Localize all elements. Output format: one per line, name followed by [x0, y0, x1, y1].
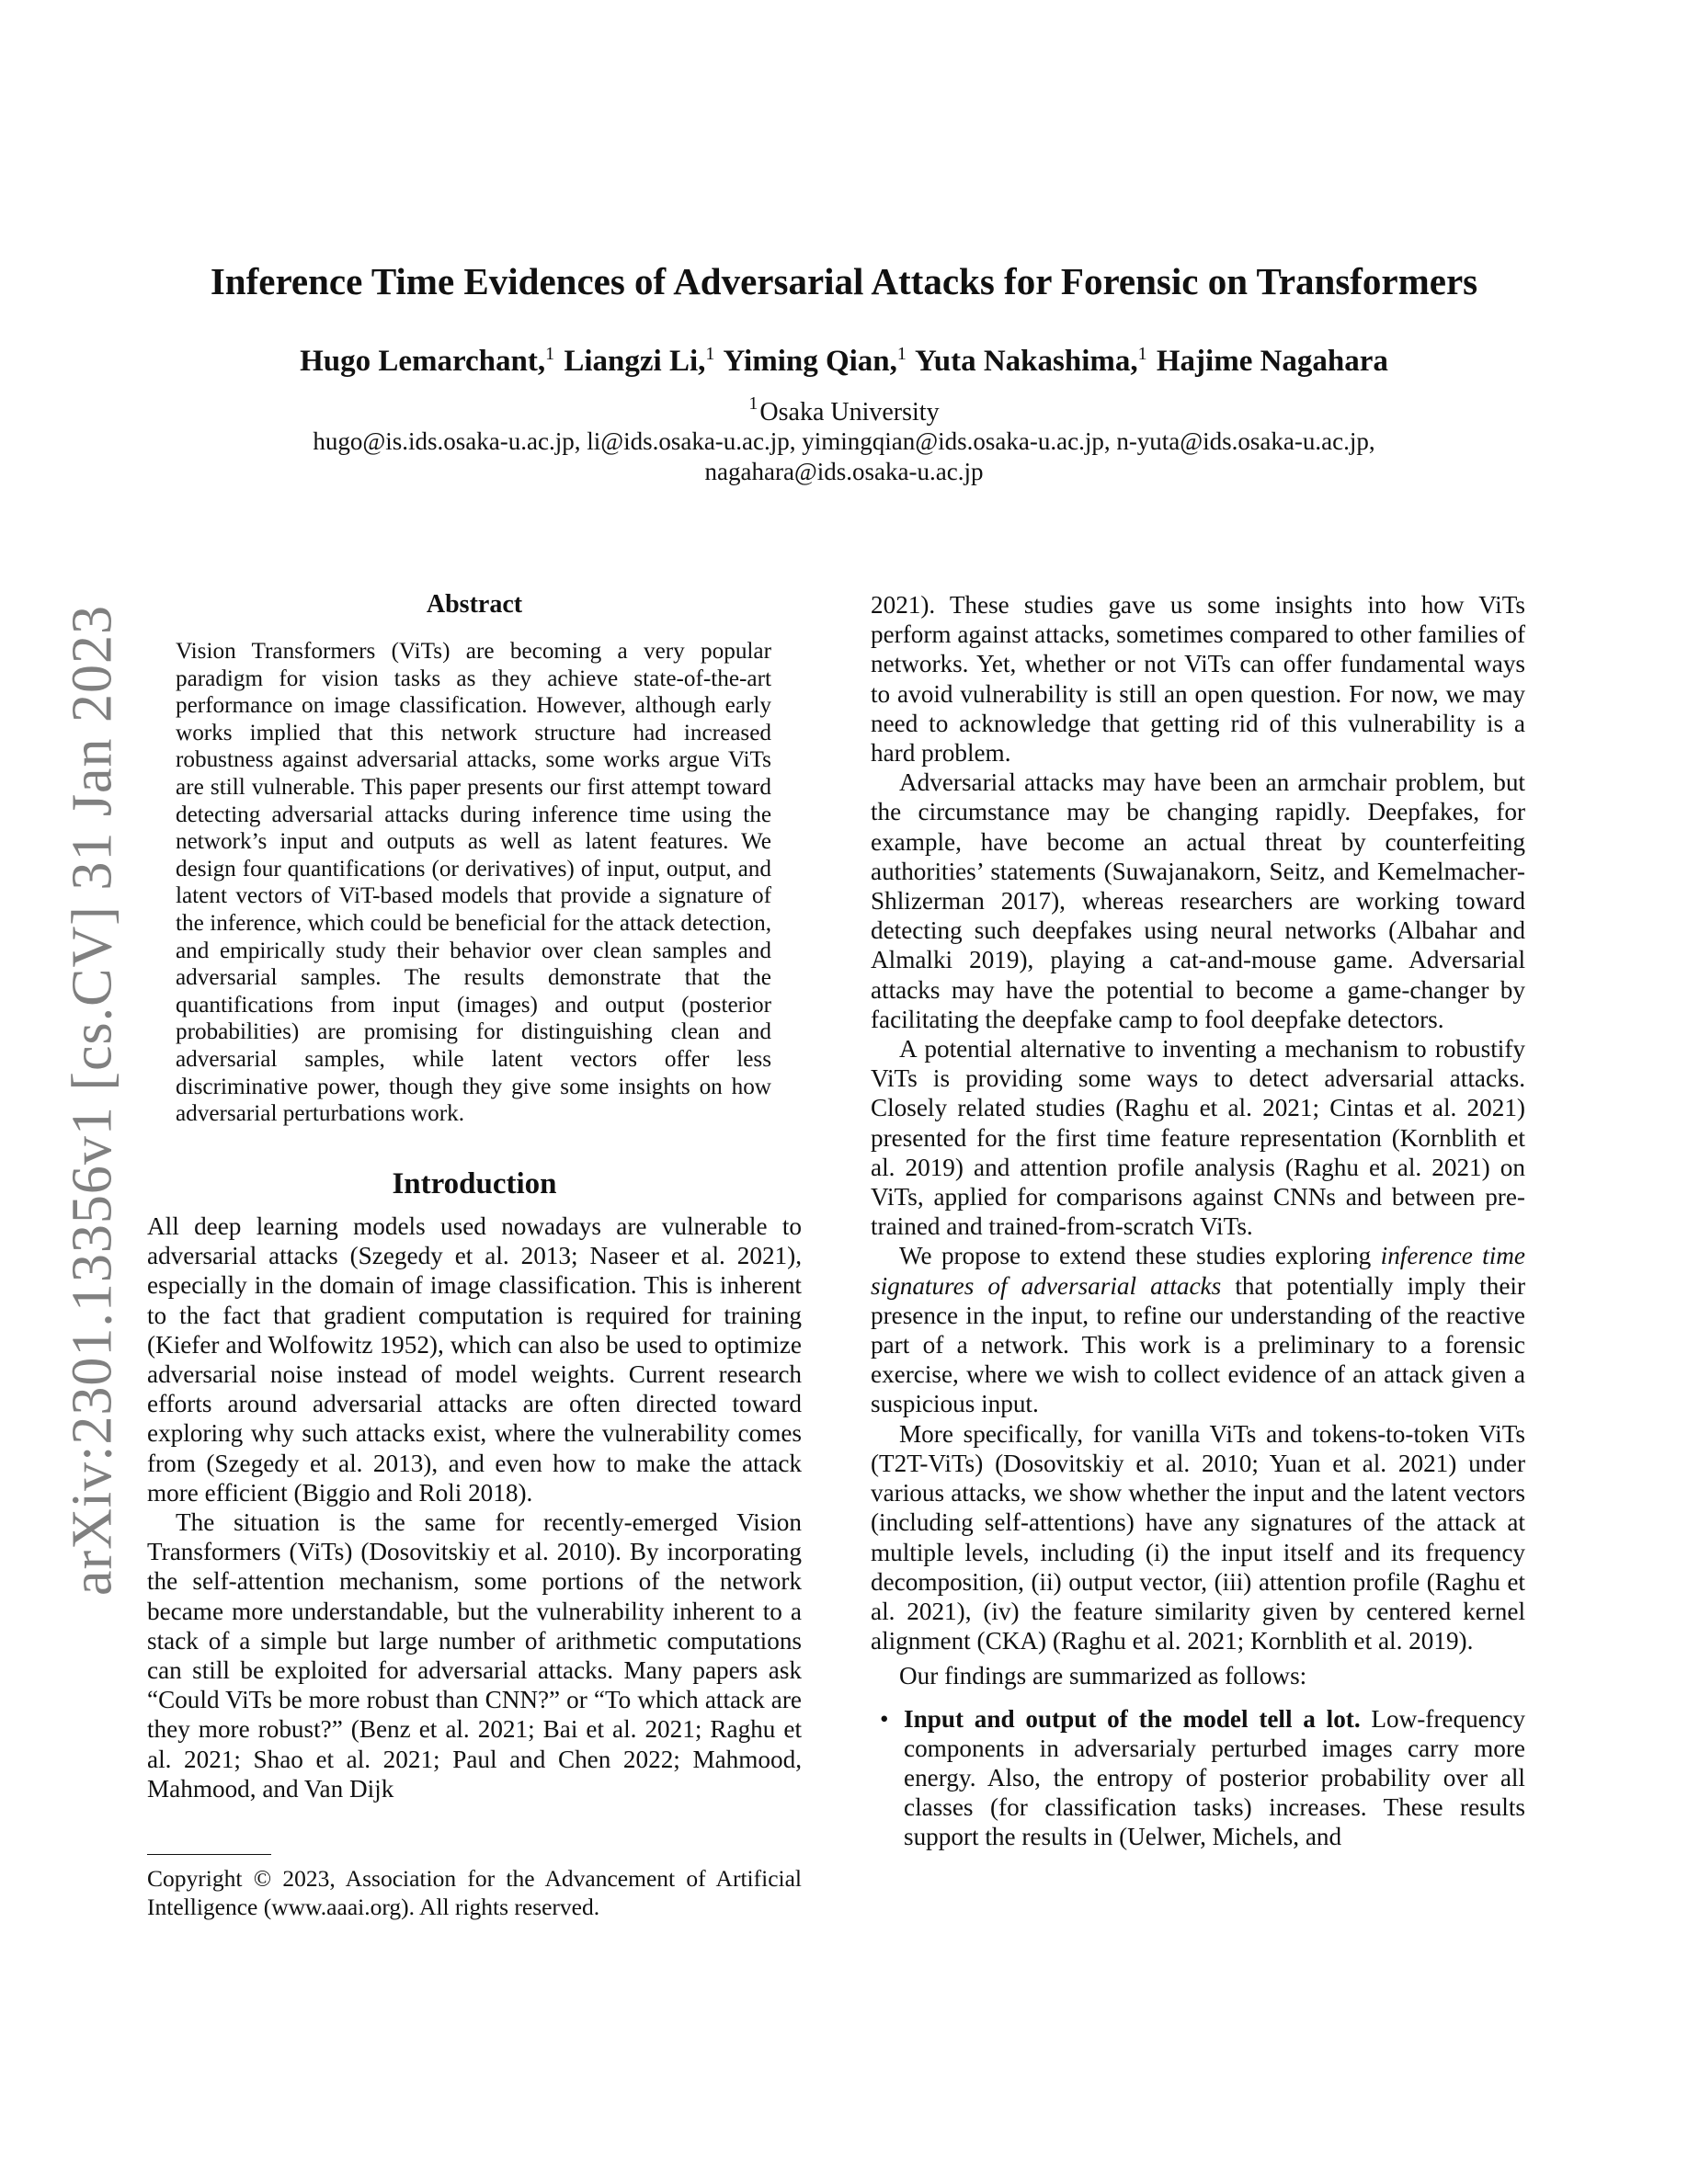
author-list [0, 344, 1688, 379]
paragraph: Adversarial attacks may have been an armchair problem, but the circumstance may be changing rapidly. Deepfakes, for example, have become an actual threat by counterfeiting authorities’ statements (Suwajanakorn, Seitz, and Kemelmacher-Shlizerman 2017), whereas researchers are working toward detecting such deepfakes using neural networks (Albahar and Almalki 2019), playing a cat-and-mouse game. Adversarial attacks may have the potential to become a game-changer by facilitating the deepfake camp to fool deepfake detectors. [871, 768, 1525, 1033]
affiliation: $^1$Osaka University [748, 393, 940, 427]
author: Hajime Nagahara [1156, 345, 1388, 378]
author-emails [0, 427, 1688, 487]
abstract-text: Vision Transformers (ViTs) are becoming a very popular paradigm for vision tasks as they achieve state-of-the-art performance on image classification. However, although early works implied that this network structure had increased robustness against adversarial attacks, some works argue ViTs are still vulnerable. This paper presents our first attempt toward detecting adversarial attacks during inference time using the network’s input and outputs as well as latent features. We design four quantifications (or derivatives) of input, output, and latent vectors of ViT-based models that provide a signature of the inference, which could be beneficial for the attack detection, and empirically study their behavior over clean samples and adversarial samples. The results demonstrate that the quantifications from input (images) and output (posterior probabilities) are promising for distinguishing clean and adversarial samples, while latent vectors offer less discriminative power, though they give some insights on how adversarial perturbations work. [176, 639, 771, 1127]
paper-title: Inference Time Evidences of Adversarial Attacks for Forensic on Transformers [210, 260, 1478, 302]
paragraph: 2021). These studies gave us some insights into how ViTs perform against attacks, sometimes compared to other families of networks. Yet, whether or not ViTs can offer fundamental ways to avoid vulnerability is still an open question. For now, we may need to acknowledge that getting rid of this vulnerability is a hard problem. [871, 591, 1525, 768]
emphasis: inference time signatures of adversarial attacks [871, 1242, 1525, 1300]
paragraph: The situation is the same for recently-emerged Vision Transformers (ViTs) (Dosovitskiy et al. 2010). By incorporating the self-attention mechanism, some portions of the network became more understandable, but the vulnerability inherent to a stack of a simple but large number of arithmetic computations can still be exploited for adversarial attacks. Many papers ask “Could ViTs be more robust than CNN?” or “To which attack are they more robust?” (Benz et al. 2021; Bai et al. 2021; Raghu et al. 2021; Shao et al. 2021; Paul and Chen 2022; Mahmood, Mahmood, and Van Dijk [147, 1508, 802, 1803]
findings-bullet [871, 1704, 1525, 1852]
copyright-footnote: Copyright © 2023, Association for the Advancement of Artificial Intelligence (www.aaai.org). All rights reserved. [147, 1865, 802, 1920]
paragraph: Our findings are summarized as follows: [899, 1662, 1307, 1690]
arxiv-identifier: arXiv:2301.13356v1 [cs.CV] 31 Jan 2023 [61, 604, 124, 1597]
paragraph: All deep learning models used nowadays are vulnerable to adversarial attacks (Szegedy et al. 2013; Naseer et al. 2021), especially in the domain of image classification. This is inherent to the fact that gradient computation is required for training (Kiefer and Wolfowitz 1952), which can also be used to optimize adversarial noise instead of model weights. Current research efforts around adversarial attacks are often directed toward exploring why such attacks exist, where the vulnerability comes from (Szegedy et al. 2013), and even how to make the attack more efficient (Biggio and Roli 2018). [147, 1212, 802, 1507]
paragraph: We propose to extend these studies exploring inference time signatures of adversarial attacks that potentially imply their presence in the input, to refine our understanding of the reactive part of a network. This work is a preliminary to a forensic exercise, where we wish to collect evidence of an attack given a suspicious input. [871, 1242, 1526, 1418]
emails-line: nagahara@ids.osaka-u.ac.jp [704, 458, 984, 485]
footnote-rule [147, 1854, 271, 1855]
author: Liangzi Li,$^1$ [564, 344, 715, 378]
paragraph: More specifically, for vanilla ViTs and tokens-to-token ViTs (T2T-ViTs) (Dosovitskiy et al. 2010; Yuan et al. 2021) under various attacks, we show whether the input and the latent vectors (including self-attentions) have any signatures of the attack at multiple levels, including (i) the input itself and its frequency decomposition, (ii) output vector, (iii) attention profile (Raghu et al. 2021), (iv) the feature similarity given by centered kernel alignment (CKA) (Raghu et al. 2021; Kornblith et al. 2019). [871, 1419, 1525, 1655]
abstract-heading: Abstract [426, 590, 523, 619]
author: Yiming Qian,$^1$ [723, 344, 907, 378]
left-column-body [147, 1211, 802, 1803]
introduction-heading: Introduction [392, 1167, 557, 1200]
emails-line: hugo@is.ids.osaka-u.ac.jp, li@ids.osaka-u.ac.jp, yimingqian@ids.osaka-u.ac.jp, n-yuta@ids.osaka-u.ac.jp, [313, 427, 1375, 455]
right-column-body [871, 590, 1525, 1852]
author: Yuta Nakashima,$^1$ [914, 344, 1147, 378]
bullet-marker: • [880, 1704, 889, 1733]
paragraph: A potential alternative to inventing a mechanism to robustify ViTs is providing some ways to detect adversarial attacks. Closely related studies (Raghu et al. 2021; Cintas et al. 2021) presented for the first time feature representation (Kornblith et al. 2019) and attention profile analysis (Raghu et al. 2021) on ViTs, applied for comparisons against CNNs and between pre-trained and trained-from-scratch ViTs. [871, 1035, 1525, 1241]
bullet-text: Input and output of the model tell a lot. Low-frequency components in adversarialy perturbed images carry more energy. Also, the entropy of posterior probability over all classes (for classification tasks) increases. These results support the results in (Uelwer, Michels, and [904, 1704, 1525, 1851]
author: Hugo Lemarchant,$^1$ [300, 344, 555, 378]
